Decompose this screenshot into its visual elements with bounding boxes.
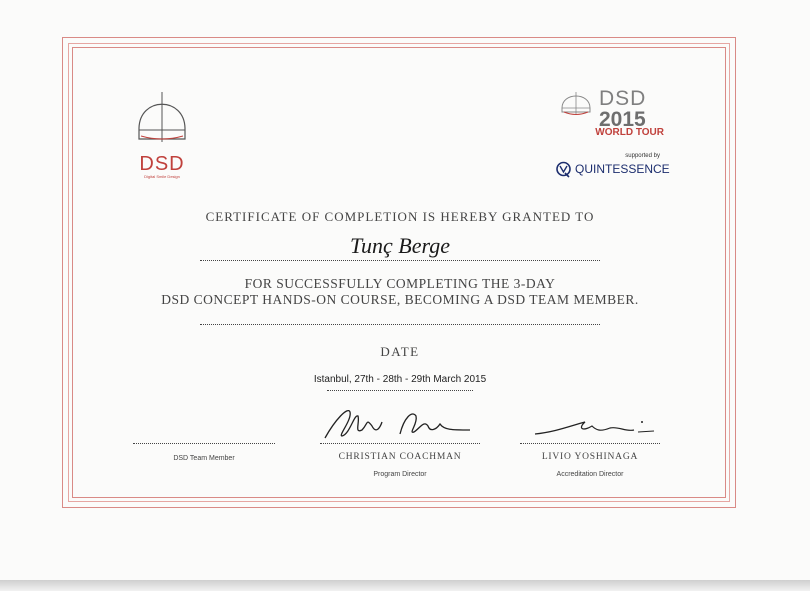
tour-logo-subtitle: WORLD TOUR — [595, 127, 664, 138]
certificate-text-line-2: DSD CONCEPT HANDS-ON COURSE, BECOMING A DSD TEAM MEMBER. — [161, 292, 639, 307]
date-underline — [327, 390, 473, 391]
signature-role-coachman: Program Director — [373, 471, 427, 478]
quintessence-q-icon — [555, 161, 572, 178]
page-edge-shadow — [0, 580, 810, 591]
recipient-name: Tunç Berge — [350, 233, 450, 258]
certificate-heading: CERTIFICATE OF COMPLETION IS HEREBY GRANTED TO — [205, 209, 595, 224]
dsd-logo-text: DSD — [139, 153, 185, 175]
signature-line-coachman — [320, 443, 480, 444]
text-underline — [200, 324, 600, 325]
yoshinaga-signature — [530, 414, 660, 440]
tour-logo-year: 2015 — [599, 108, 646, 131]
certificate-text-line-1: FOR SUCCESSFULLY COMPLETING THE 3-DAY — [244, 276, 556, 291]
signature-line-member — [133, 443, 275, 444]
globe-icon — [556, 86, 596, 126]
signature-name-coachman: CHRISTIAN COACHMAN — [338, 452, 462, 462]
sponsor-name: QUINTESSENCE — [575, 162, 670, 176]
dsd-logo-tagline: Digital Smile Design — [144, 174, 180, 179]
signature-name-yoshinaga: LIVIO YOSHINAGA — [541, 452, 639, 462]
signature-role-member: DSD Team Member — [173, 455, 235, 462]
tour-logo-title: DSD — [599, 87, 647, 110]
coachman-signature — [320, 400, 480, 444]
date-value: Istanbul, 27th - 28th - 29th March 2015 — [313, 374, 487, 385]
supported-by-text: supported by — [625, 153, 660, 159]
recipient-line — [200, 260, 600, 261]
signature-line-yoshinaga — [520, 443, 660, 444]
signature-role-yoshinaga: Accreditation Director — [556, 471, 624, 478]
date-label: DATE — [380, 344, 420, 359]
